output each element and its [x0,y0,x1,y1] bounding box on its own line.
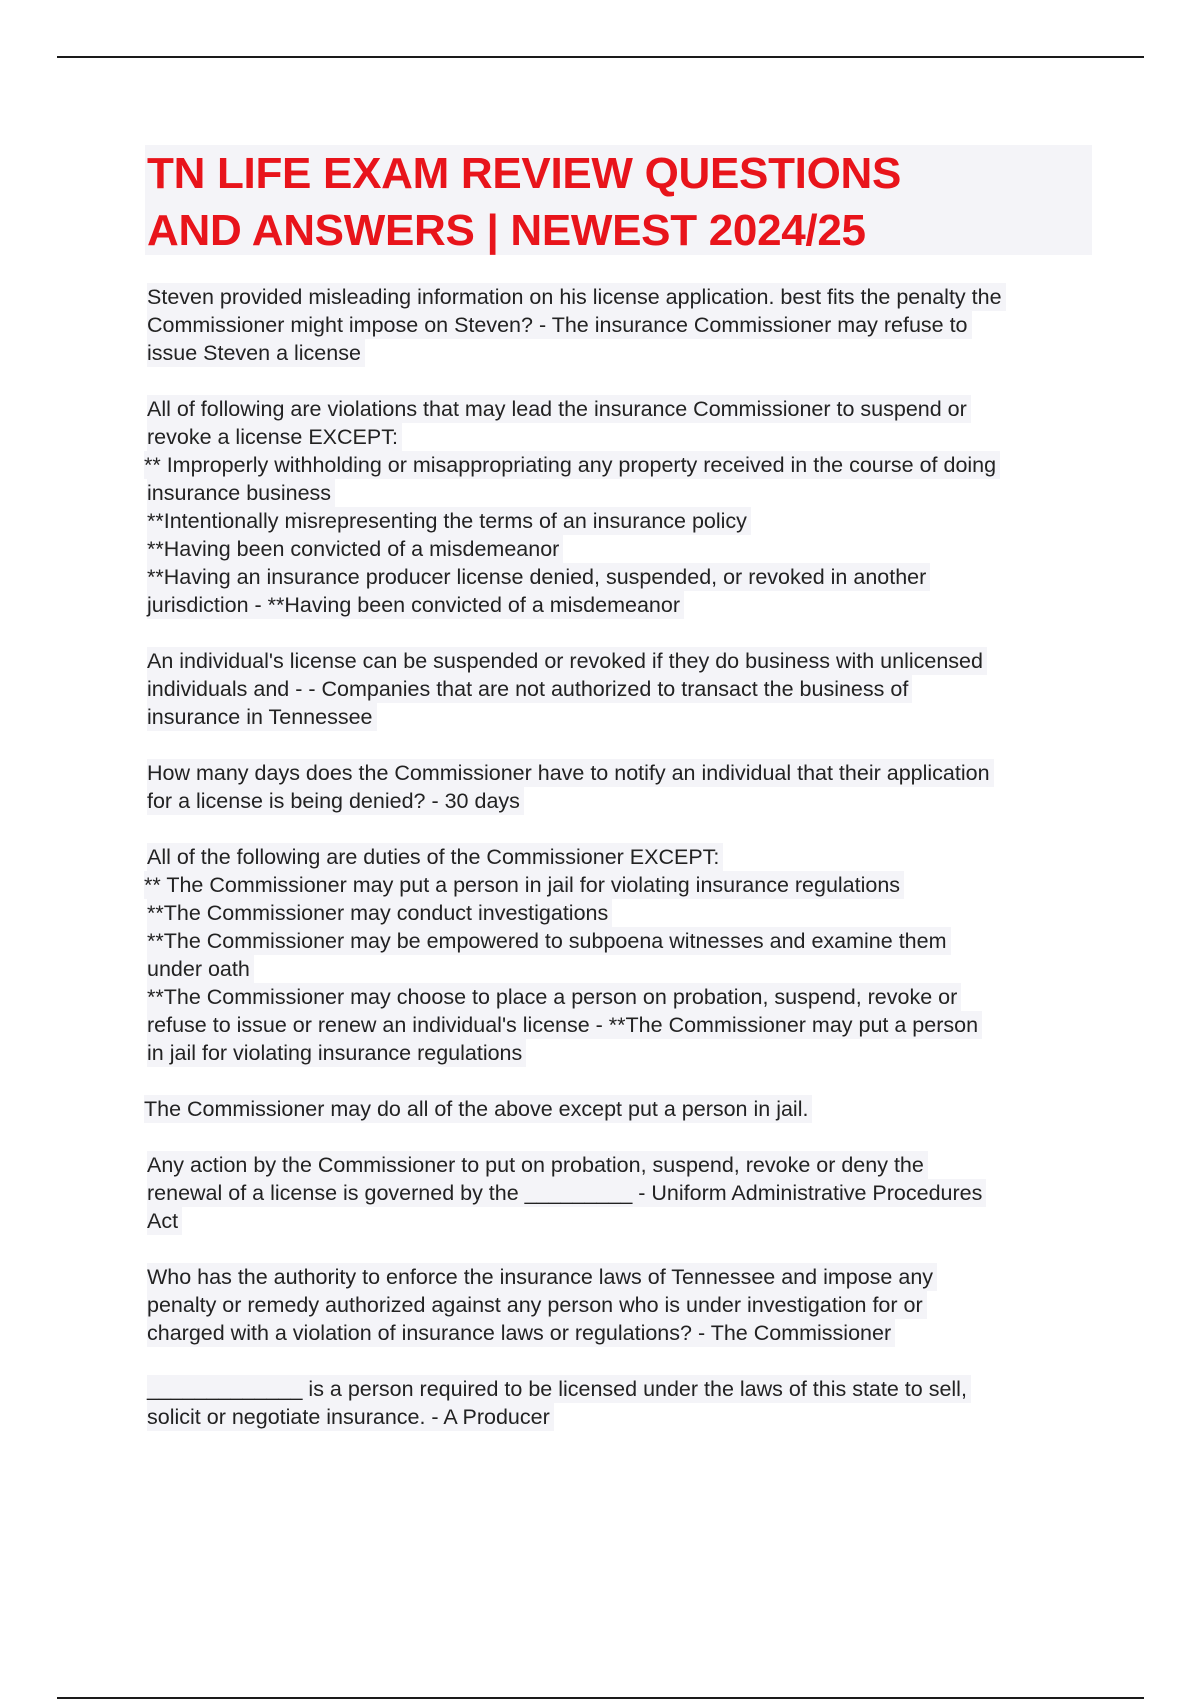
qa-line: ** Improperly withholding or misappropriating any property received in the course of doing [144,451,1000,479]
qa-line: **The Commissioner may be empowered to subpoena witnesses and examine them [147,927,951,955]
qa-item [144,1095,1097,1123]
qa-line: Steven provided misleading information on his license application. best fits the penalty the [147,283,1006,311]
qa-line: under oath [147,955,254,983]
qa-item [147,1151,1097,1235]
qa-item [147,283,1097,367]
qa-item [147,1263,1097,1347]
qa-line: **Intentionally misrepresenting the terms of an insurance policy [147,507,751,535]
qa-line: The Commissioner may do all of the above except put a person in jail. [144,1095,812,1123]
qa-item [144,395,1097,619]
header-rule [57,56,1144,58]
qa-item [147,647,1097,731]
qa-line: for a license is being denied? - 30 days [147,787,524,815]
qa-item [147,1375,1097,1431]
qa-item [144,843,1097,1067]
qa-line: insurance business [147,479,335,507]
qa-line: How many days does the Commissioner have to notify an individual that their application [147,759,994,787]
title-line-1: TN LIFE EXAM REVIEW QUESTIONS [147,149,902,198]
qa-line: _____________ is a person required to be licensed under the laws of this state to sell, [147,1375,971,1403]
qa-line: solicit or negotiate insurance. - A Producer [147,1403,554,1431]
qa-line: issue Steven a license [147,339,365,367]
qa-line: All of the following are duties of the Commissioner EXCEPT: [147,843,723,871]
qa-line: **Having been convicted of a misdemeanor [147,535,563,563]
qa-line: jurisdiction - **Having been convicted of a misdemeanor [147,591,684,619]
title-line-2: AND ANSWERS | NEWEST 2024/25 [147,206,866,255]
qa-line: **The Commissioner may conduct investigations [147,899,612,927]
document-title [145,145,1092,255]
qa-line: All of following are violations that may lead the insurance Commissioner to suspend or [147,395,971,423]
qa-line: charged with a violation of insurance laws or regulations? - The Commissioner [147,1319,895,1347]
qa-line: revoke a license EXCEPT: [147,423,402,451]
qa-line: individuals and - - Companies that are not authorized to transact the business of [147,675,912,703]
qa-line: refuse to issue or renew an individual's license - **The Commissioner may put a person [147,1011,982,1039]
qa-line: Act [147,1207,182,1235]
qa-line: penalty or remedy authorized against any person who is under investigation for or [147,1291,927,1319]
qa-line: renewal of a license is governed by the _________ - Uniform Administrative Procedures [147,1179,986,1207]
qa-line: An individual's license can be suspended or revoked if they do business with unlicensed [147,647,987,675]
qa-line: Who has the authority to enforce the insurance laws of Tennessee and impose any [147,1263,937,1291]
footer-rule [57,1697,1144,1699]
qa-line: in jail for violating insurance regulations [147,1039,526,1067]
qa-item [147,759,1097,815]
qa-line: **Having an insurance producer license denied, suspended, or revoked in another [147,563,930,591]
qa-line: Any action by the Commissioner to put on probation, suspend, revoke or deny the [147,1151,928,1179]
qa-line: insurance in Tennessee [147,703,377,731]
qa-line: ** The Commissioner may put a person in jail for violating insurance regulations [144,871,904,899]
qa-line: Commissioner might impose on Steven? - The insurance Commissioner may refuse to [147,311,972,339]
qa-line: **The Commissioner may choose to place a person on probation, suspend, revoke or [147,983,961,1011]
qa-content [144,283,1097,1459]
